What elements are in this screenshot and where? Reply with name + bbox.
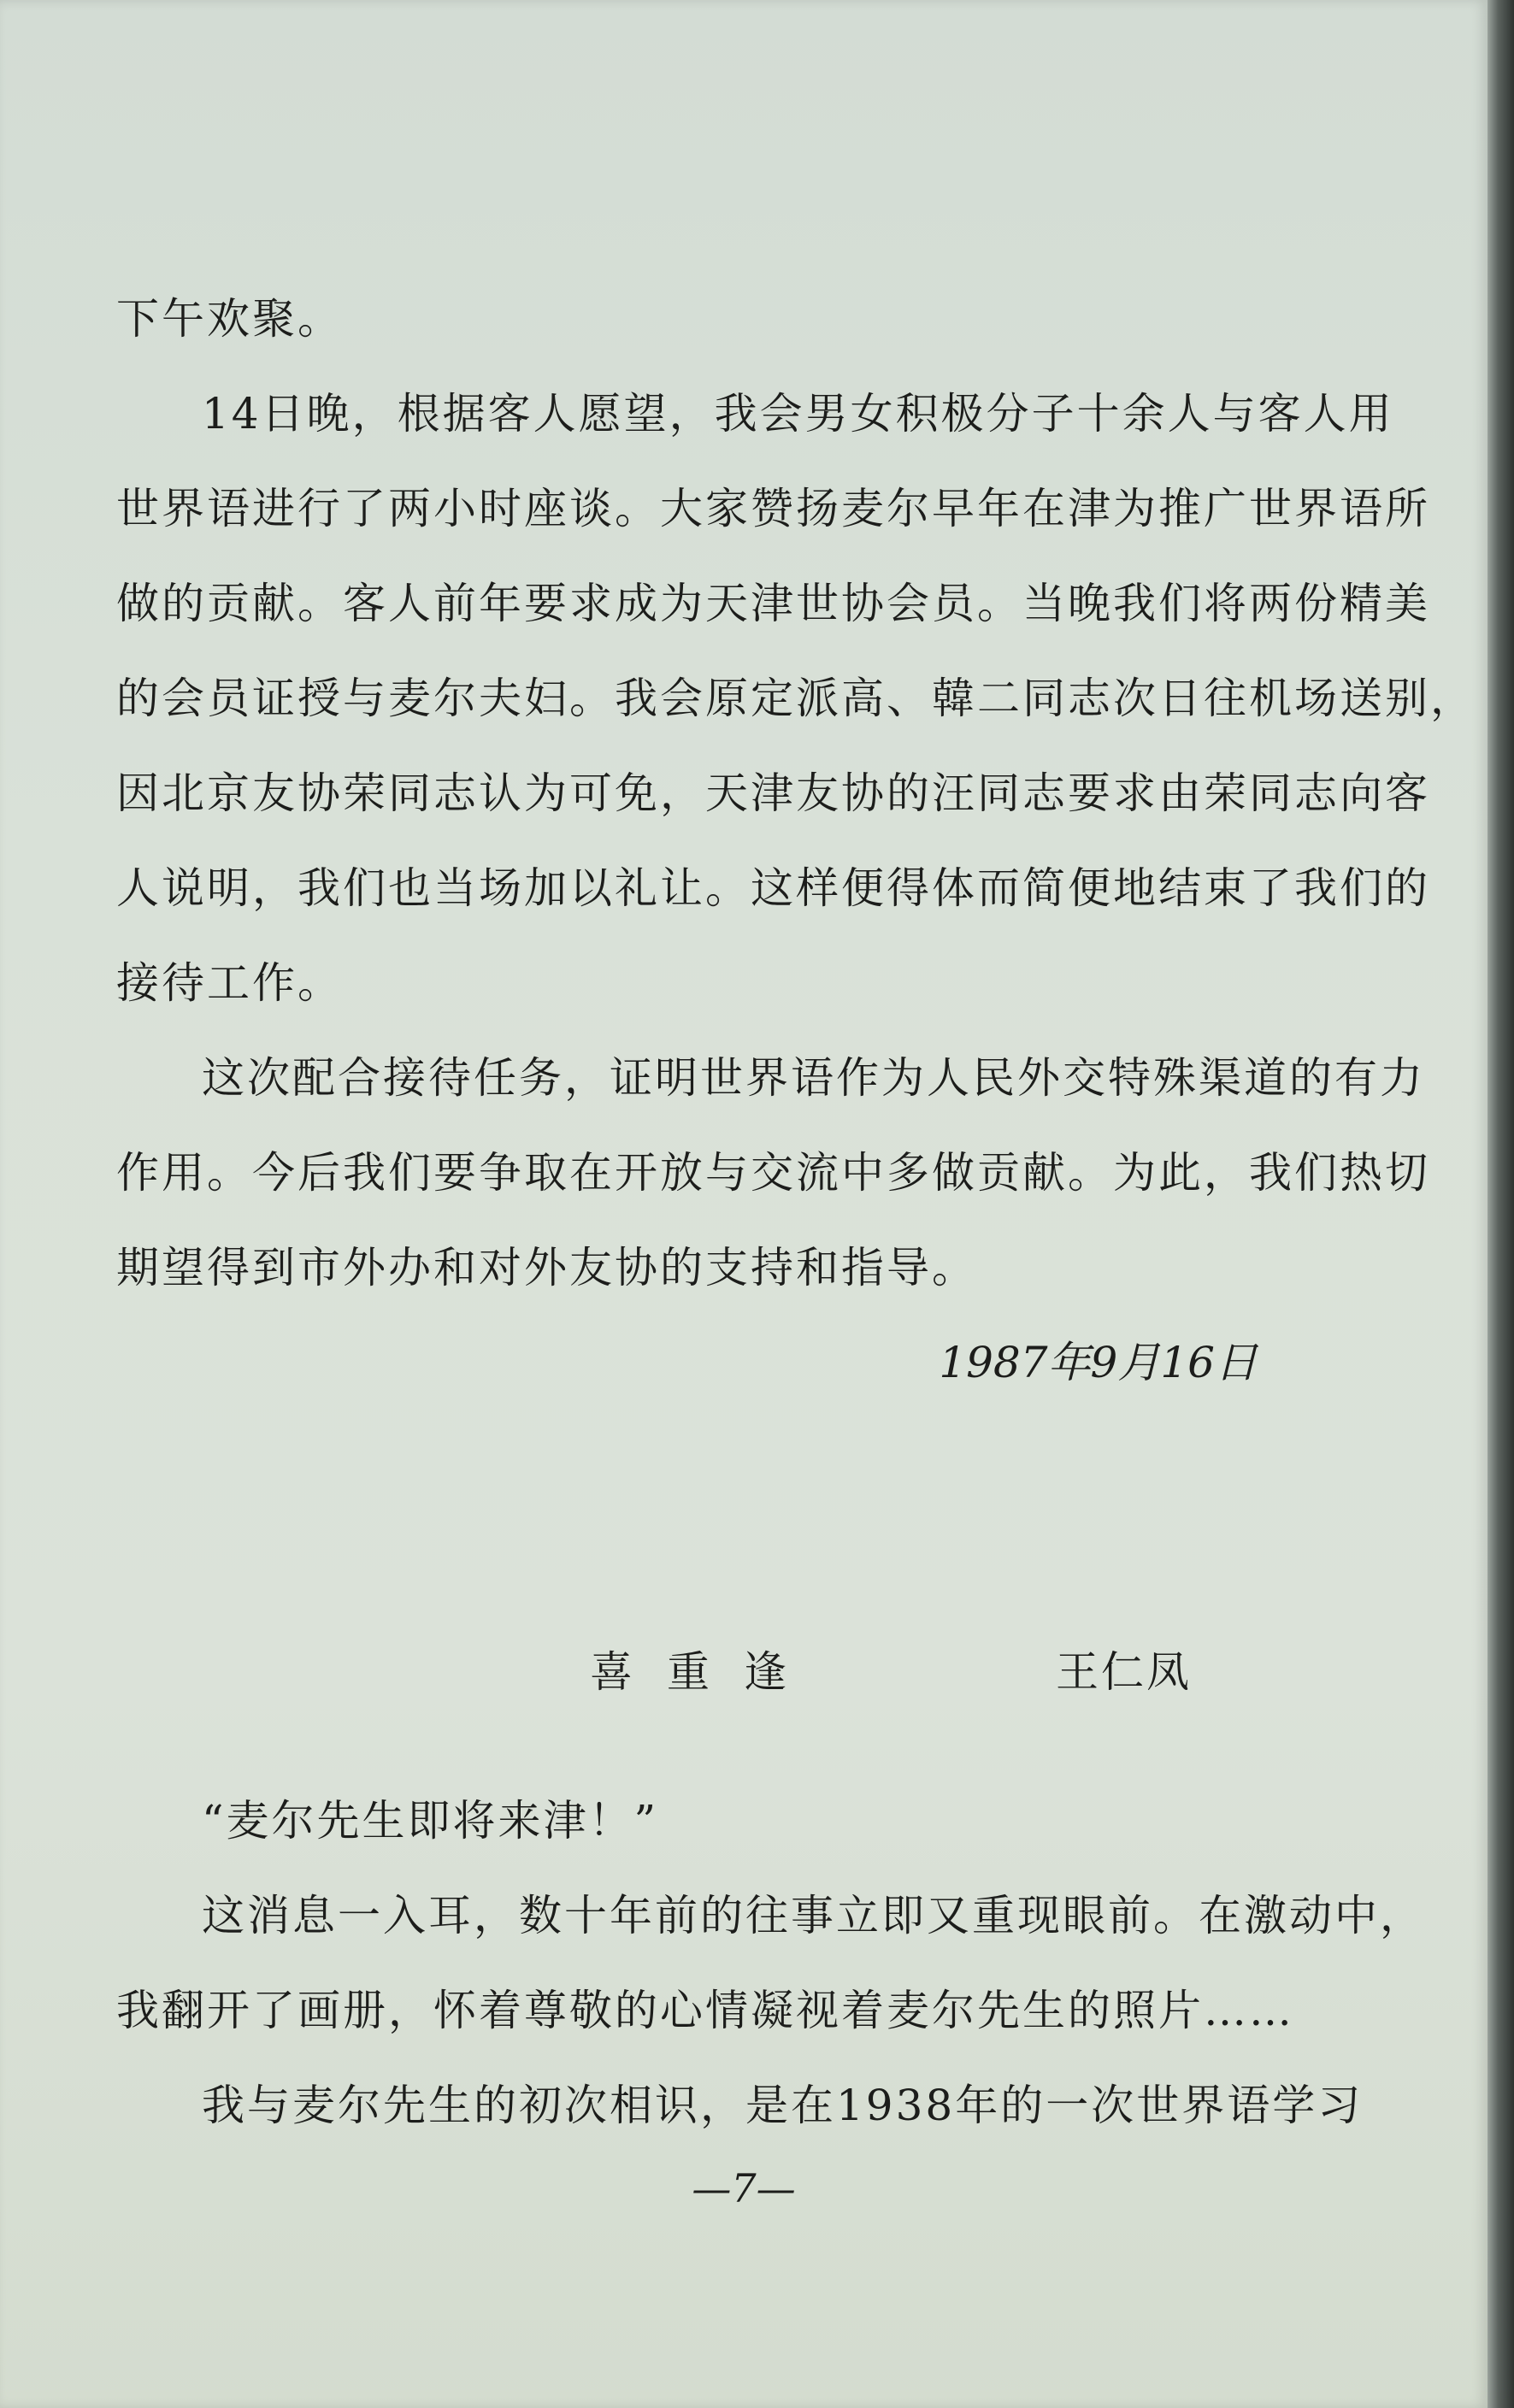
text-line: 期望得到市外办和对外友协的支持和指导。 — [116, 1243, 977, 1292]
document-date: 1987年9月16日 — [939, 1338, 1258, 1387]
text-line: 下午欢聚。 — [116, 294, 343, 344]
text-line: 14日晚，根据客人愿望，我会男女积极分子十余人与客人用 — [202, 389, 1394, 439]
text-line: 这消息一入耳，数十年前的往事立即又重现眼前。在激动中， — [202, 1891, 1425, 1940]
text-line: 我翻开了画册，怀着尊敬的心情凝视着麦尔先生的照片…… — [116, 1986, 1294, 2035]
text-line: 做的贡献。客人前年要求成为天津世协会员。当晚我们将两份精美 — [116, 579, 1430, 628]
text-line: 世界语进行了两小时座谈。大家赞扬麦尔早年在津为推广世界语所 — [116, 484, 1430, 533]
text-line: 人说明，我们也当场加以礼让。这样便得体而简便地结束了我们的 — [116, 863, 1430, 913]
text-line: 我与麦尔先生的初次相识，是在1938年的一次世界语学习 — [202, 2081, 1364, 2130]
page-number: —7— — [692, 2165, 796, 2211]
text-line: 的会员证授与麦尔夫妇。我会原定派高、韓二同志次日往机场送别， — [116, 674, 1476, 723]
section-heading — [0, 1638, 1487, 1698]
section-title: 喜重逢 — [590, 1647, 821, 1697]
text-line: 作用。今后我们要争取在开放与交流中多做贡献。为此，我们热切 — [116, 1148, 1430, 1198]
section-author: 王仁凤 — [1056, 1647, 1192, 1697]
text-line: 这次配合接待任务，证明世界语作为人民外交特殊渠道的有力 — [202, 1053, 1425, 1103]
page-edge-shadow — [1487, 0, 1514, 2408]
text-line: 因北京友协荣同志认为可免，天津友协的汪同志要求由荣同志向客 — [116, 768, 1430, 818]
section-body-text — [116, 1774, 1425, 2153]
text-line: 接待工作。 — [116, 958, 343, 1008]
body-text — [116, 272, 1476, 1410]
text-line: “麦尔先生即将来津！” — [202, 1796, 659, 1846]
